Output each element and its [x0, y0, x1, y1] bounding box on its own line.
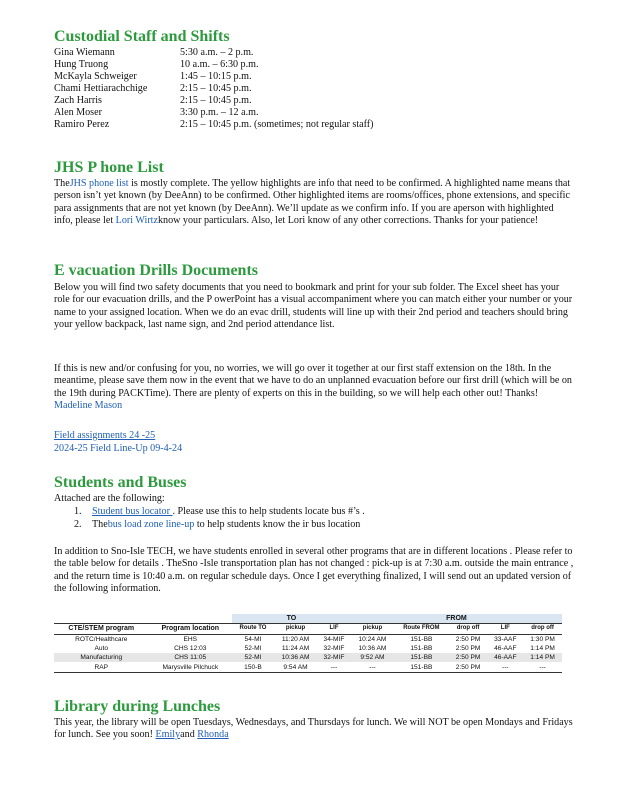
field-lineup-link[interactable]: 2024-25 Field Line-Up 09-4-24	[54, 443, 183, 454]
table-cell: 10:36 AM	[281, 654, 310, 662]
field-assignments-link-line	[54, 430, 574, 442]
table-row	[54, 644, 562, 653]
staff-row	[54, 71, 252, 83]
phone-text-1: The	[54, 178, 70, 189]
table-row	[54, 634, 562, 644]
table-cell: 9:52 AM	[360, 654, 385, 662]
staff-name: Gina Wiemann	[54, 47, 115, 58]
table-header-cell: drop off	[449, 624, 488, 634]
table-cell: ---	[502, 663, 509, 671]
phone-text-3: know your particulars. Also, let Lori know of any other corrections. Thanks for your patience!	[157, 215, 539, 227]
field-lineup-link-line	[54, 443, 574, 455]
table-header-cell: LIF	[487, 624, 523, 634]
evacuation-heading: E vacuation Drills Documents	[54, 262, 258, 279]
table-cell: 32-MIF	[323, 654, 345, 662]
list-item-text: The	[92, 519, 108, 530]
rhonda-link[interactable]: Rhonda	[197, 729, 229, 741]
table-cell: ---	[369, 663, 376, 671]
table-cell: RAP	[94, 663, 109, 671]
staff-name: Alen Moser	[54, 107, 102, 118]
library-and: and	[180, 729, 198, 741]
staff-name: Ramiro Perez	[54, 119, 110, 130]
table-cell: 2:50 PM	[455, 663, 481, 671]
staff-name: McKayla Schweiger	[54, 71, 137, 82]
staff-row	[54, 119, 374, 131]
table-cell: 1:14 PM	[530, 654, 555, 662]
staff-shift: 3:30 p.m. – 12 a.m.	[180, 107, 259, 118]
table-header-row	[54, 624, 562, 634]
staff-shift: 5:30 a.m. – 2 p.m.	[180, 47, 254, 58]
buses-heading: Students and Buses	[54, 474, 187, 491]
table-cell: 150-B	[244, 663, 262, 671]
table-cell: 2:50 PM	[455, 645, 481, 653]
field-assignments-link[interactable]: Field assignments 24 -25	[54, 430, 156, 441]
table-cell: CHS 11:05	[174, 654, 207, 662]
phone-list-paragraph	[54, 178, 574, 228]
table-header-cell: Route TO	[232, 624, 274, 634]
table-header-cell: pickup	[274, 624, 317, 634]
student-bus-locator-link[interactable]: Student bus locator	[92, 506, 173, 517]
table-cell: Manufacturing	[80, 654, 123, 662]
table-header-cell: drop off	[523, 624, 562, 634]
staff-shift: 2:15 – 10:45 p.m.	[180, 83, 252, 94]
jhs-phone-list-link[interactable]: JHS phone list	[69, 178, 129, 189]
staff-row	[54, 59, 259, 71]
staff-name: Hung Truong	[54, 59, 109, 70]
library-text: This year, the library will be open Tuesdays, Wednesdays, and Thursdays for lunch. We will NOT be open Mondays and Fridays for lunch. See you soon!	[54, 717, 573, 741]
buses-paragraph: In addition to Sno-Isle TECH, we have students enrolled in several other programs that are in different locations . Please refer to the table below for details . TheSno -Isle transportation plan has not changed : pick-up is at 7:30 a.m. outside the main entrance , and the return time is 10:40 a.m. on regular schedule days. Once I get everything finalized, I will send out an updated version of the following information.	[54, 546, 574, 595]
staff-shift: 1:45 – 10:15 p.m.	[180, 71, 252, 82]
staff-name: Chami Hettiarachchige	[54, 83, 148, 94]
table-row	[54, 662, 562, 672]
madeline-mason-link[interactable]: Madeline Mason	[54, 400, 123, 412]
table-header-cell: Route FROM	[394, 624, 449, 634]
table-cell: 52-MI	[244, 654, 262, 662]
evac-text: If this is new and/or confusing for you, no worries, we will go over it together at our first staff extension on the 18th. In the meantime, please save them now in the event that we have to do an unplanned evacuation before our first drill (which will be on the 19th during PACKTime). There are plenty of experts on this in the building, so we will help each other out! Thanks!	[54, 363, 572, 399]
table-cell: 46-AAF	[494, 645, 517, 653]
list-number: 2.	[74, 519, 82, 530]
table-cell: 1:14 PM	[530, 645, 555, 653]
table-cell: EHS	[183, 635, 198, 643]
table-cell: Auto	[94, 645, 109, 653]
table-cell: 151-BB	[410, 635, 433, 643]
table-cell: 52-MI	[244, 645, 262, 653]
evacuation-paragraph-1: Below you will find two safety documents that you need to bookmark and print for your sub folder. The Excel sheet has your role for our evacuation drills, and the P owerPoint has a visual accompaniment where you can match either your number or your name to your assigned location. When we do an evac drill, students will line up with their 2nd period and teachers should bring your yellow backpack, last name sign, and 2nd period attendance list.	[54, 282, 573, 331]
list-item-text: to help students know the ir bus location	[194, 519, 361, 530]
list-item	[74, 506, 365, 518]
bus-load-zone-link[interactable]: bus load zone line-up	[107, 519, 195, 530]
table-cell: 11:24 AM	[281, 645, 310, 653]
staff-shift: 2:15 – 10:45 p.m.	[180, 95, 252, 106]
table-cell: 33-AAF	[494, 635, 517, 643]
lori-wirtz-link[interactable]: Lori Wirtz	[115, 215, 158, 227]
to-group-header: TO	[232, 614, 351, 624]
table-cell: 54-MI	[244, 635, 262, 643]
staff-row	[54, 47, 254, 59]
buses-intro: Attached are the following:	[54, 493, 165, 504]
table-cell: CHS 12:03	[174, 645, 207, 653]
staff-row	[54, 83, 252, 95]
staff-row	[54, 107, 259, 119]
table-group-row	[54, 614, 562, 624]
staff-row	[54, 95, 252, 107]
library-heading: Library during Lunches	[54, 698, 221, 715]
phone-text-2: is mostly complete. The yellow highlights are info that need to be confirmed. A highlighted name means that person isn’t yet known (by DeeAnn) to be confirmed. Other highlighted items are rooms/offices, phone extensions, and specific para assignments that are not yet known (by DeeAnn). We’ll update as we confirm info. If you are aperson with highlighted info, please let	[54, 178, 571, 227]
table-cell: 46-AAF	[494, 654, 517, 662]
table-row	[54, 653, 562, 662]
staff-name: Zach Harris	[54, 95, 102, 106]
table-cell: 151-BB	[410, 663, 433, 671]
table-header-cell: LIF	[317, 624, 351, 634]
custodial-heading: Custodial Staff and Shifts	[54, 28, 230, 45]
table-cell: Marysville Pilchuck	[162, 663, 219, 671]
table-cell: 1:30 PM	[530, 635, 555, 643]
phone-list-heading: JHS P hone List	[54, 159, 164, 176]
table-cell: 11:20 AM	[281, 635, 310, 643]
table-cell: 151-BB	[410, 645, 433, 653]
transportation-table	[54, 614, 562, 673]
from-group-header: FROM	[351, 614, 562, 624]
table-cell: 9:54 AM	[283, 663, 308, 671]
table-header-cell: CTE/STEM program	[54, 624, 149, 634]
table-cell: 32-MIF	[323, 645, 345, 653]
table-cell: 34-MIF	[323, 635, 345, 643]
evacuation-paragraph-2	[54, 363, 574, 413]
table-cell: ROTC/Healthcare	[75, 635, 128, 643]
library-paragraph	[54, 717, 574, 742]
table-cell: ---	[330, 663, 338, 671]
table-cell: ---	[539, 663, 546, 671]
emily-link[interactable]: Emily	[155, 729, 181, 741]
list-item	[74, 519, 360, 531]
staff-shift: 10 a.m. – 6:30 p.m.	[180, 59, 259, 70]
staff-shift: 2:15 – 10:45 p.m. (sometimes; not regular staff)	[180, 119, 374, 130]
table-cell: 10:24 AM	[358, 635, 387, 643]
table-header-cell: Program location	[149, 624, 233, 634]
list-number: 1.	[74, 506, 82, 517]
table-cell: 10:36 AM	[358, 645, 387, 653]
table-cell: 2:50 PM	[455, 635, 481, 643]
table-header-cell: pickup	[351, 624, 394, 634]
list-item-text: . Please use this to help students locate bus #’s .	[172, 506, 365, 517]
table-cell: 151-BB	[410, 654, 433, 662]
table-cell: 2:50 PM	[455, 654, 481, 662]
